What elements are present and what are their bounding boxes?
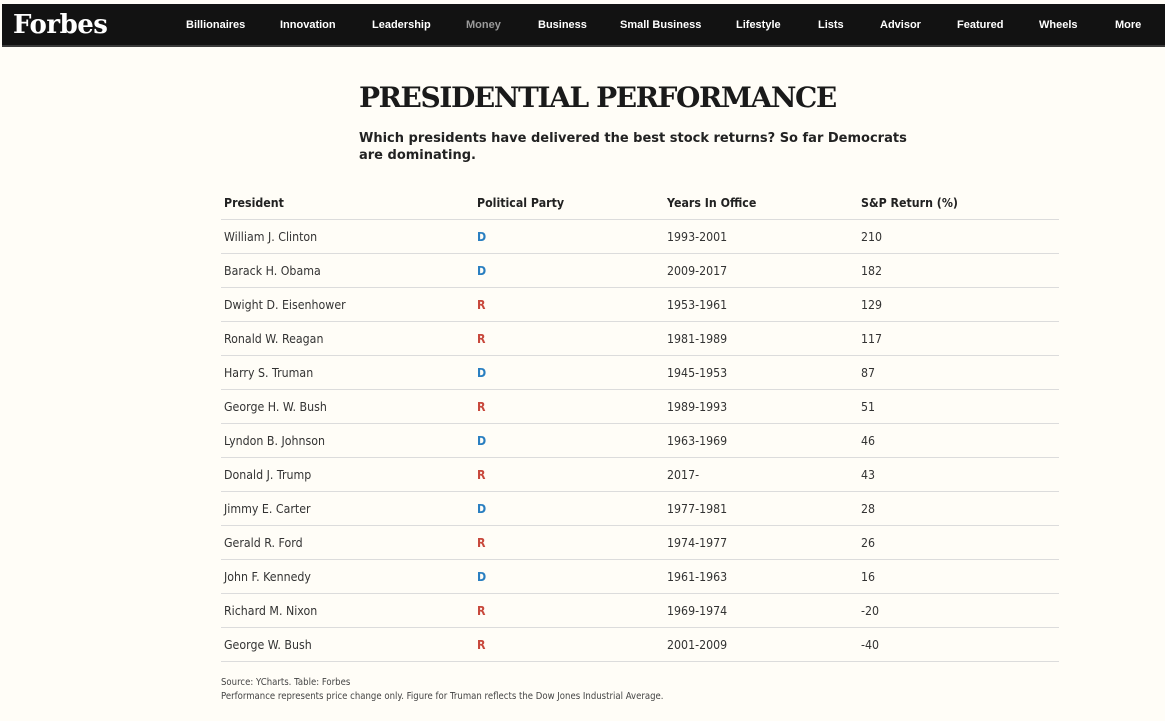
sp-return-value: -40 [861, 638, 880, 652]
column-header-return: S&P Return (%) [861, 196, 958, 210]
president-name: Dwight D. Eisenhower [224, 298, 346, 312]
table-body [221, 220, 1059, 662]
years-in-office: 2017- [667, 468, 700, 482]
years-in-office: 1981-1989 [667, 332, 728, 346]
president-name: George W. Bush [224, 638, 312, 652]
nav-item-more[interactable]: More [1115, 19, 1142, 31]
table-row [221, 458, 1059, 492]
years-in-office: 1945-1953 [667, 366, 728, 380]
party-badge: R [477, 536, 486, 550]
years-in-office: 1989-1993 [667, 400, 728, 414]
years-in-office: 1974-1977 [667, 536, 728, 550]
years-in-office: 1953-1961 [667, 298, 728, 312]
table-row [221, 356, 1059, 390]
years-in-office: 1963-1969 [667, 434, 728, 448]
nav-item-innovation[interactable]: Innovation [280, 19, 336, 31]
source-note: Source: YCharts. Table: Forbes [221, 677, 351, 688]
table-header-row [221, 186, 1059, 220]
sp-return-value: 43 [861, 468, 876, 482]
party-badge: D [477, 366, 487, 380]
nav-item-featured[interactable]: Featured [957, 19, 1004, 31]
table-row [221, 492, 1059, 526]
party-badge: R [477, 468, 486, 482]
years-in-office: 2009-2017 [667, 264, 728, 278]
sp-return-value: 129 [861, 298, 883, 312]
party-badge: R [477, 638, 486, 652]
president-name: John F. Kennedy [224, 570, 311, 584]
nav-item-billionaires[interactable]: Billionaires [186, 19, 246, 31]
nav-item-lifestyle[interactable]: Lifestyle [736, 19, 781, 31]
table-row [221, 254, 1059, 288]
presidents-table [221, 186, 1059, 662]
table-row [221, 560, 1059, 594]
nav-item-wheels[interactable]: Wheels [1039, 19, 1078, 31]
column-header-president: President [224, 196, 284, 210]
table-row [221, 390, 1059, 424]
president-name: Jimmy E. Carter [224, 502, 311, 516]
party-badge: D [477, 264, 487, 278]
sp-return-value: 51 [861, 400, 876, 414]
president-name: Ronald W. Reagan [224, 332, 324, 346]
president-name: Richard M. Nixon [224, 604, 318, 618]
party-badge: D [477, 570, 487, 584]
president-name: Harry S. Truman [224, 366, 314, 380]
top-navigation-bar [2, 4, 1165, 47]
sp-return-value: 210 [861, 230, 883, 244]
page-subtitle: Which presidents have delivered the best stock returns? So far Democrats are dominating. [359, 131, 907, 163]
sp-return-value: 87 [861, 366, 876, 380]
years-in-office: 1993-2001 [667, 230, 728, 244]
party-badge: D [477, 502, 487, 516]
party-badge: R [477, 400, 486, 414]
president-name: George H. W. Bush [224, 400, 327, 414]
nav-item-lists[interactable]: Lists [818, 19, 844, 31]
methodology-note: Performance represents price change only. Figure for Truman reflects the Dow Jones Industrial Average. [221, 691, 664, 702]
sp-return-value: 182 [861, 264, 883, 278]
column-header-years: Years In Office [667, 196, 757, 210]
table-row [221, 220, 1059, 254]
sp-return-value: -20 [861, 604, 880, 618]
page-title: PRESIDENTIAL PERFORMANCE [359, 81, 836, 114]
years-in-office: 1977-1981 [667, 502, 728, 516]
nav-item-business[interactable]: Business [538, 19, 587, 31]
party-badge: D [477, 230, 487, 244]
table-footnotes [221, 676, 664, 704]
party-badge: R [477, 332, 486, 346]
sp-return-value: 28 [861, 502, 876, 516]
sp-return-value: 46 [861, 434, 876, 448]
table-row [221, 322, 1059, 356]
nav-item-leadership[interactable]: Leadership [372, 19, 431, 31]
party-badge: D [477, 434, 487, 448]
sp-return-value: 26 [861, 536, 876, 550]
table-row [221, 424, 1059, 458]
president-name: William J. Clinton [224, 230, 318, 244]
president-name: Barack H. Obama [224, 264, 321, 278]
table-row [221, 594, 1059, 628]
forbes-logo[interactable]: Forbes [13, 10, 108, 40]
years-in-office: 2001-2009 [667, 638, 728, 652]
president-name: Gerald R. Ford [224, 536, 303, 550]
president-name: Lyndon B. Johnson [224, 434, 326, 448]
column-header-party: Political Party [477, 196, 565, 210]
sp-return-value: 16 [861, 570, 876, 584]
nav-item-small-business[interactable]: Small Business [620, 19, 702, 31]
nav-item-advisor[interactable]: Advisor [880, 19, 921, 31]
party-badge: R [477, 604, 486, 618]
nav-item-money[interactable]: Money [466, 19, 501, 31]
years-in-office: 1969-1974 [667, 604, 728, 618]
table-row [221, 526, 1059, 560]
sp-return-value: 117 [861, 332, 883, 346]
table-row [221, 288, 1059, 322]
party-badge: R [477, 298, 486, 312]
president-name: Donald J. Trump [224, 468, 312, 482]
years-in-office: 1961-1963 [667, 570, 728, 584]
table-row [221, 628, 1059, 662]
